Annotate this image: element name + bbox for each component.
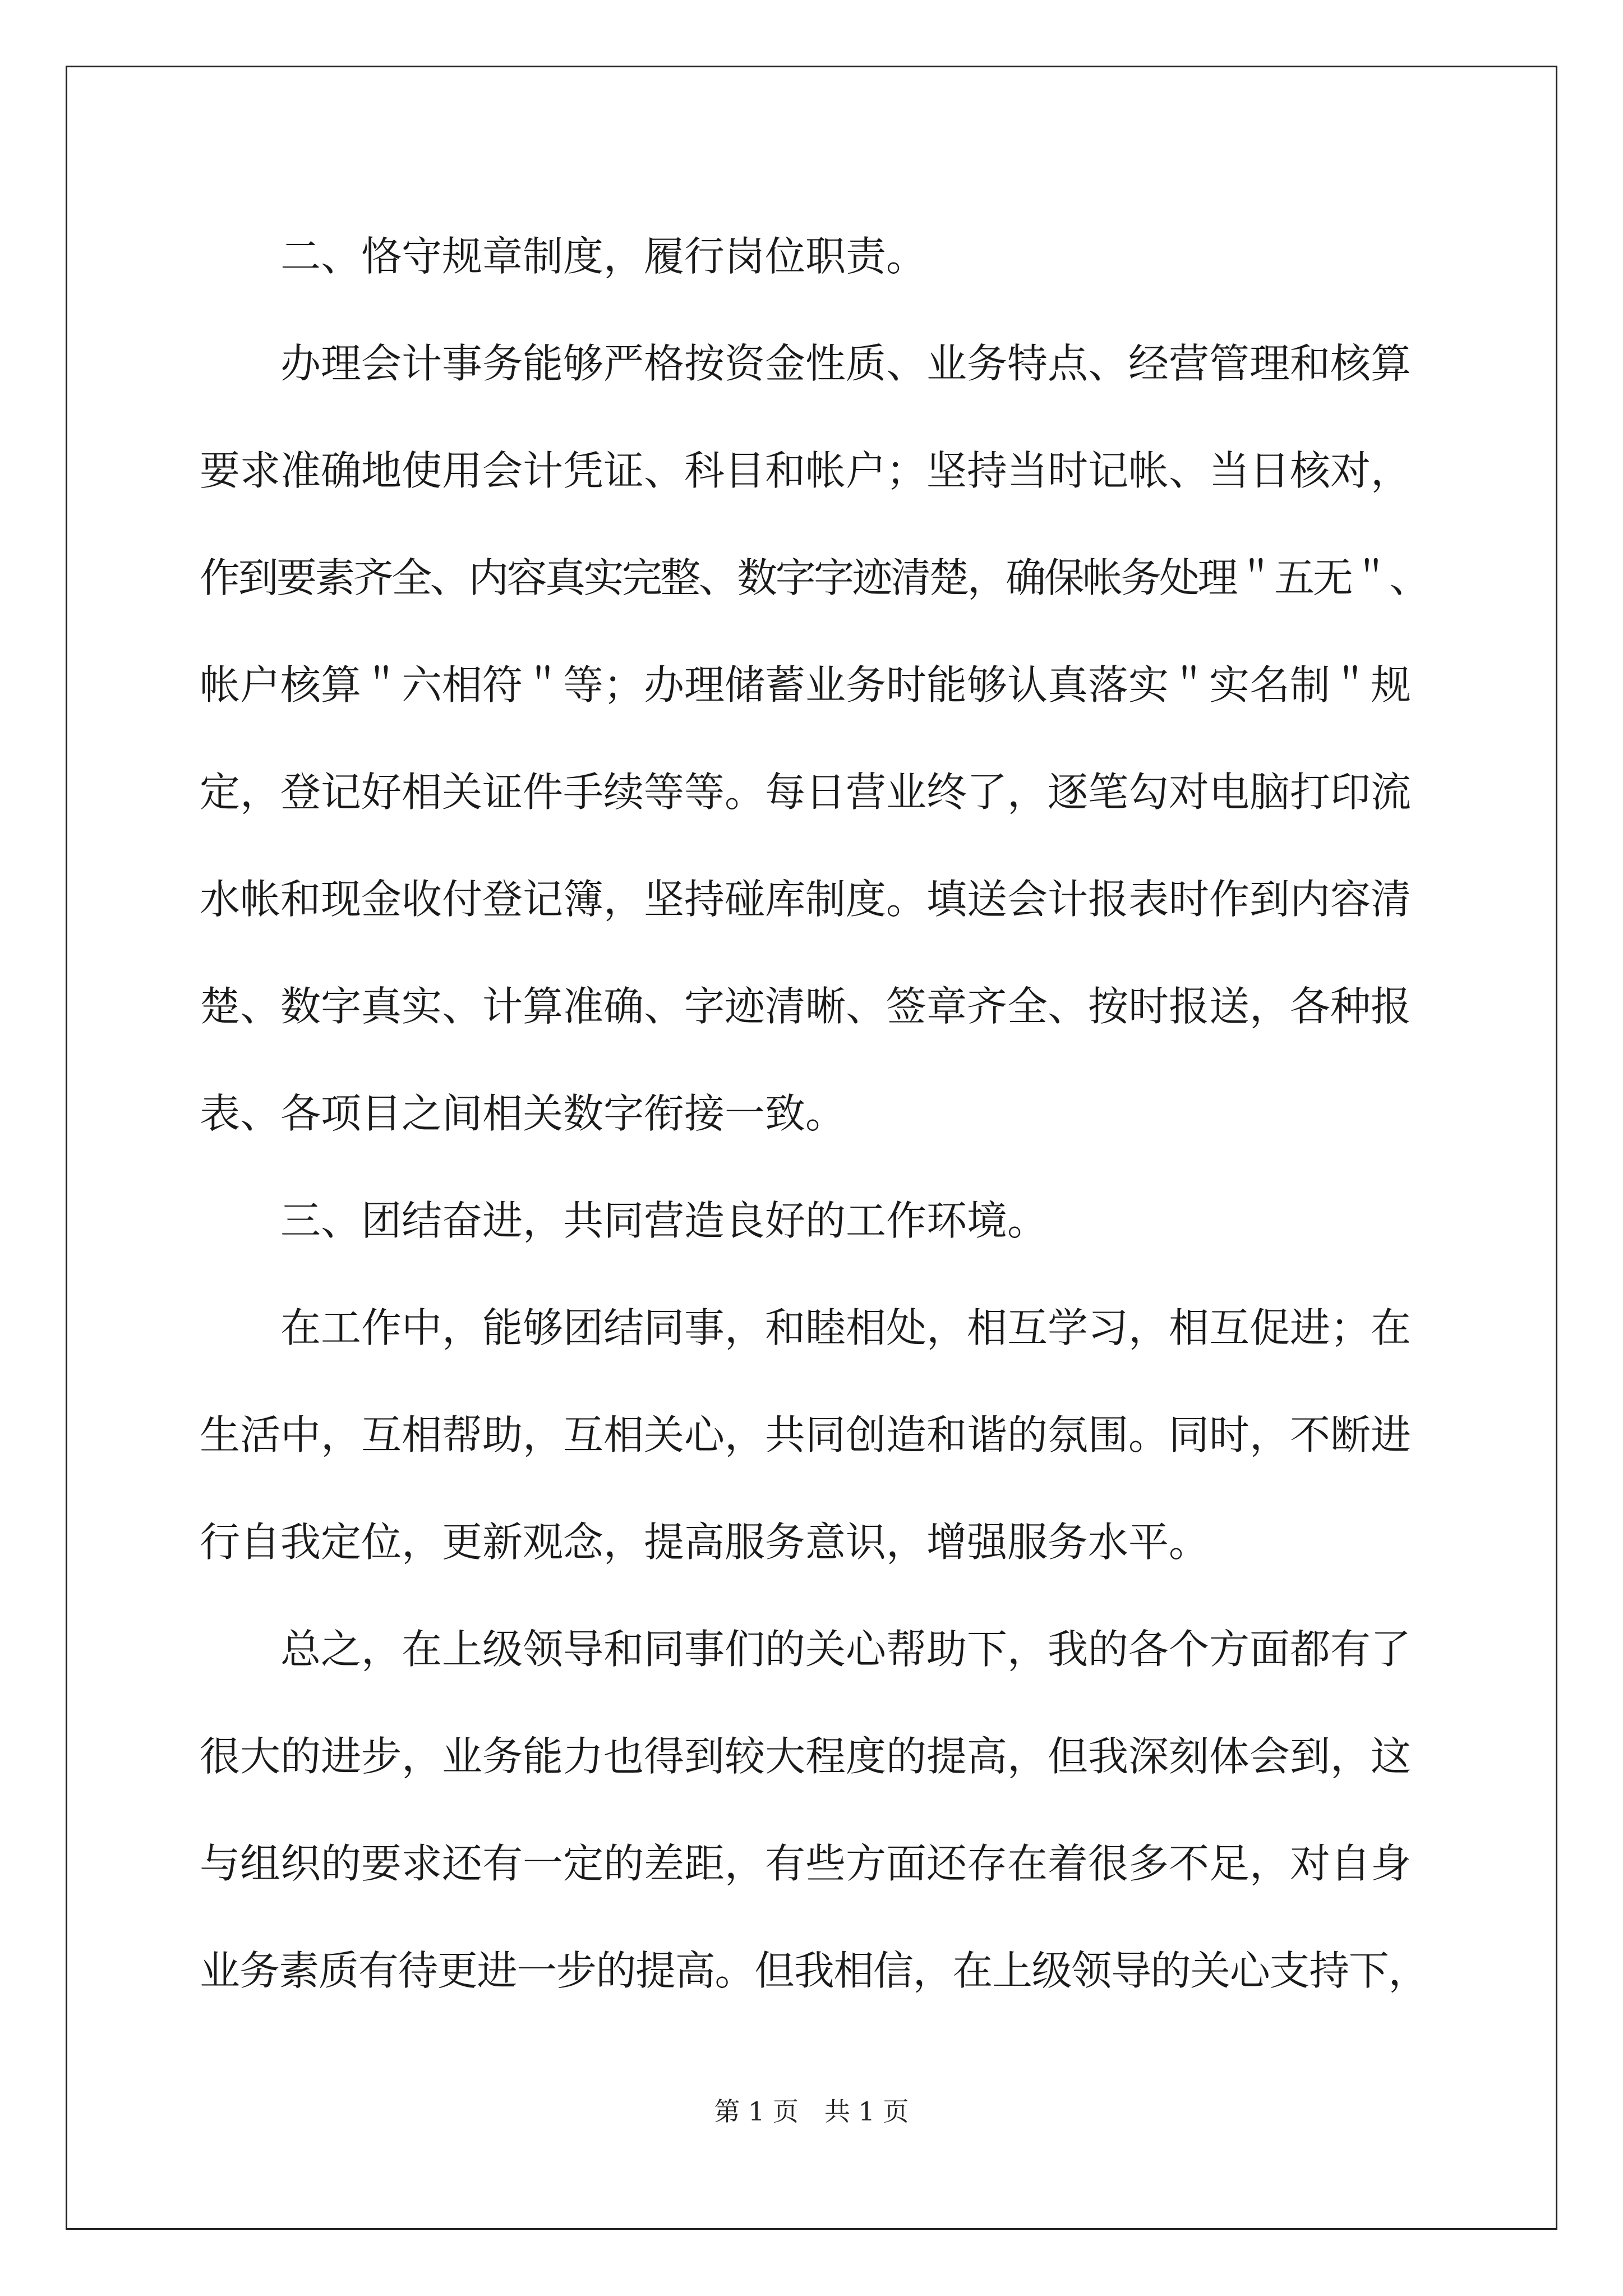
paragraph-line: 表、各项目之间相关数字衔接一致。 [200, 1090, 846, 1137]
paragraph-line: 很大的进步，业务能力也得到较大程度的提高，但我深刻体会到，这 [200, 1733, 1412, 1780]
document-body [200, 203, 1428, 2024]
paragraph-line: 行自我定位，更新观念，提高服务意识，增强服务水平。 [200, 1519, 1210, 1566]
page-total: 共 1 页 [824, 2096, 909, 2127]
paragraph-line: 楚、数字真实、计算准确、字迹清晰、签章齐全、按时报送，各种报 [200, 983, 1412, 1030]
section-heading-3: 三、团结奋进，共同营造良好的工作环境。 [280, 1197, 1048, 1244]
section-heading-2: 二、恪守规章制度，履行岗位职责。 [280, 233, 927, 280]
page-footer [0, 2091, 1623, 2128]
paragraph-line: 水帐和现金收付登记簿，坚持碰库制度。填送会计报表时作到内容清 [200, 876, 1412, 923]
page-number: 第 1 页 [714, 2096, 799, 2127]
paragraph-line: 与组织的要求还有一定的差距，有些方面还存在着很多不足，对自身 [200, 1840, 1412, 1887]
paragraph-line: 总之，在上级领导和同事们的关心帮助下，我的各个方面都有了 [280, 1626, 1412, 1673]
paragraph-line: 生活中，互相帮助，互相关心，共同创造和谐的氛围。同时，不断进 [200, 1411, 1412, 1458]
paragraph-line: 办理会计事务能够严格按资金性质、业务特点、经营管理和核算 [280, 340, 1412, 387]
paragraph-line: 业务素质有待更进一步的提高。但我相信，在上级领导的关心支持下， [200, 1947, 1428, 1994]
paragraph-line: 定，登记好相关证件手续等等。每日营业终了，逐笔勾对电脑打印流 [200, 769, 1412, 816]
paragraph-line: 帐户核算＂六相符＂等；办理储蓄业务时能够认真落实＂实名制＂规 [200, 661, 1412, 708]
paragraph-line: 在工作中，能够团结同事，和睦相处，相互学习，相互促进；在 [280, 1304, 1412, 1351]
paragraph-line: 作到要素齐全、内容真实完整、数字字迹清楚，确保帐务处理＂五无＂、 [200, 554, 1428, 601]
paragraph-line: 要求准确地使用会计凭证、科目和帐户；坚持当时记帐、当日核对， [200, 447, 1412, 494]
